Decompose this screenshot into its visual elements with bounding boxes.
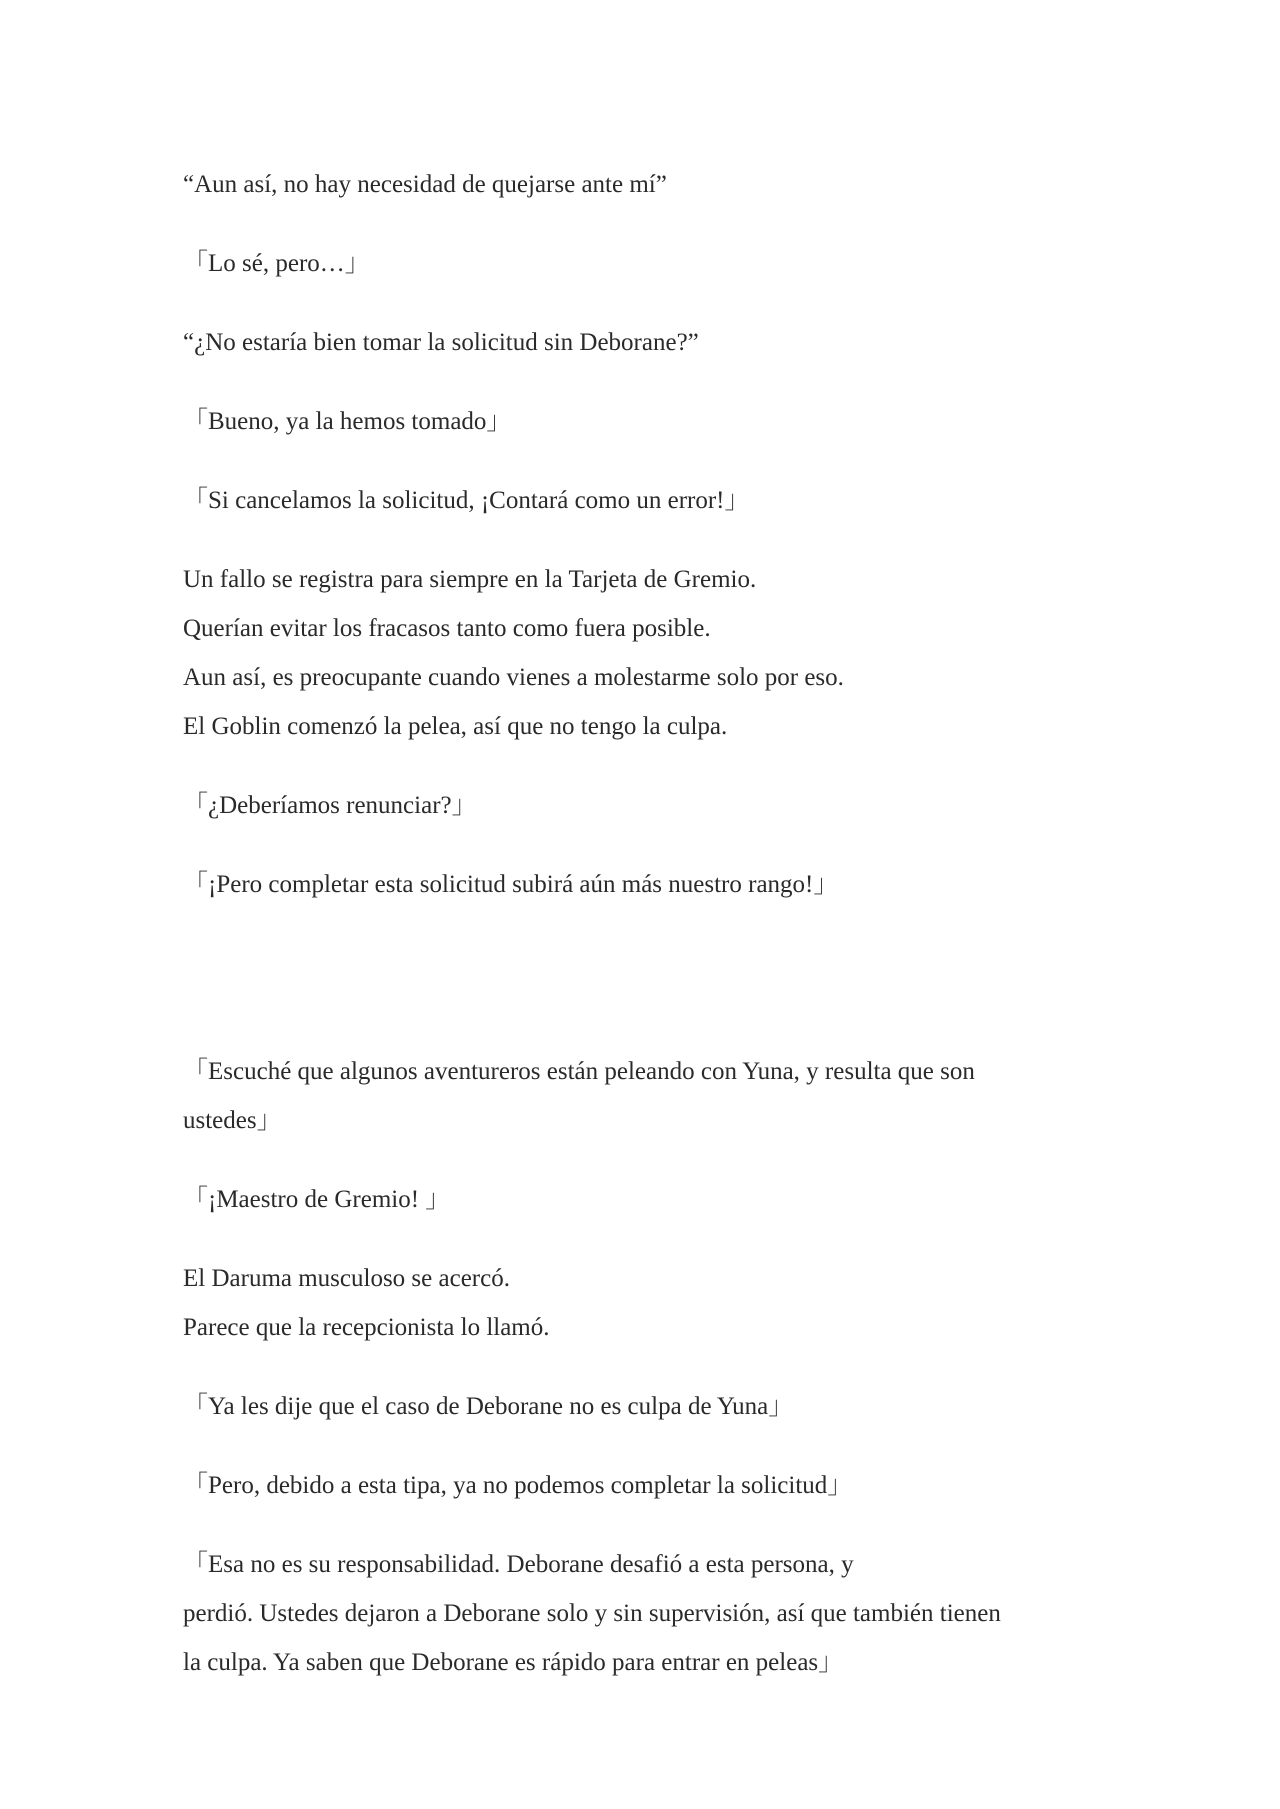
text-line: 「Pero, debido a esta tipa, ya no podemos completar la solicitud」: [183, 1472, 853, 1499]
text-line: 「Escuché que algunos aventureros están peleando con Yuna, y resulta que son: [183, 1058, 975, 1085]
paragraph-3: [183, 318, 1113, 367]
paragraph-8: [183, 860, 1113, 909]
text-line: 「¡Maestro de Gremio! 」: [183, 1186, 451, 1213]
paragraph-6: [183, 555, 1113, 751]
text-line: Un fallo se registra para siempre en la Tarjeta de Gremio.: [183, 566, 757, 593]
paragraph-4: [183, 397, 1113, 446]
text-line: la culpa. Ya saben que Deborane es rápido para entrar en peleas」: [183, 1649, 844, 1676]
text-line: El Goblin comenzó la pelea, así que no tengo la culpa.: [183, 713, 728, 740]
text-line: 「¿Deberíamos renunciar?」: [183, 792, 477, 819]
text-line: 「¡Pero completar esta solicitud subirá aún más nuestro rango!」: [183, 871, 839, 898]
paragraph-11: [183, 1254, 1113, 1352]
text-line: El Daruma musculoso se acercó.: [183, 1265, 510, 1292]
paragraph-2: [183, 239, 1113, 288]
text-line: “¿No estaría bien tomar la solicitud sin Deborane?”: [183, 329, 699, 356]
text-line: 「Esa no es su responsabilidad. Deborane desafió a esta persona, y: [183, 1551, 854, 1578]
paragraph-13: [183, 1461, 1113, 1510]
paragraph-9: [183, 1047, 1113, 1145]
section-break: [183, 939, 1113, 1047]
paragraph-14: [183, 1540, 1113, 1687]
paragraph-5: [183, 476, 1113, 525]
text-line: Parece que la recepcionista lo llamó.: [183, 1314, 550, 1341]
paragraph-1: [183, 160, 1113, 209]
text-line: 「Bueno, ya la hemos tomado」: [183, 408, 512, 435]
text-line: ustedes」: [183, 1107, 282, 1134]
paragraph-12: [183, 1382, 1113, 1431]
text-line: 「Ya les dije que el caso de Deborane no es culpa de Yuna」: [183, 1393, 794, 1420]
text-line: 「Lo sé, pero…」: [183, 250, 370, 277]
text-line: 「Si cancelamos la solicitud, ¡Contará como un error!」: [183, 487, 750, 514]
paragraph-10: [183, 1175, 1113, 1224]
text-line: Aun así, es preocupante cuando vienes a molestarme solo por eso.: [183, 664, 844, 691]
text-line: Querían evitar los fracasos tanto como fuera posible.: [183, 615, 711, 642]
text-line: “Aun así, no hay necesidad de quejarse ante mí”: [183, 171, 667, 198]
text-line: perdió. Ustedes dejaron a Deborane solo y sin supervisión, así que también tienen: [183, 1600, 1001, 1627]
document-page: [183, 160, 1113, 1717]
paragraph-7: [183, 781, 1113, 830]
